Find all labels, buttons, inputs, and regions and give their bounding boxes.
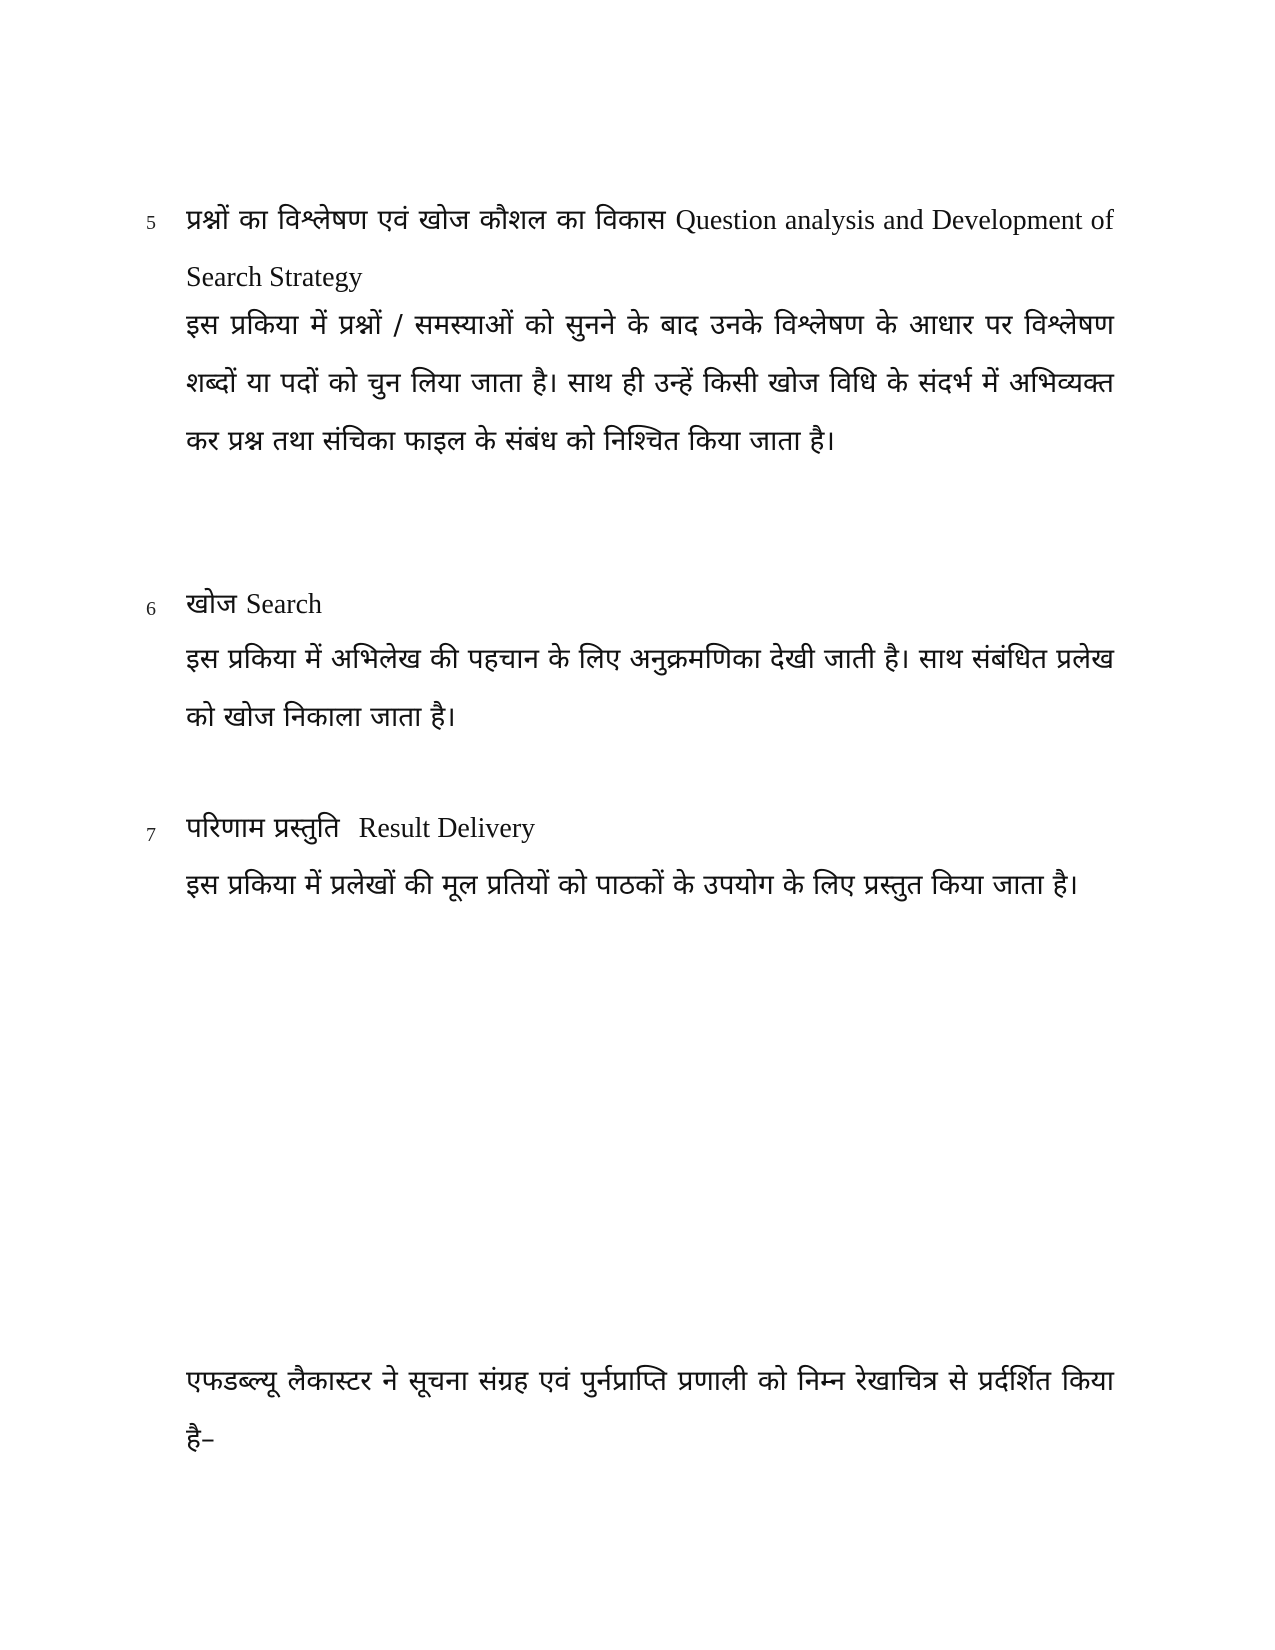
section-heading [186, 192, 1114, 306]
section-number: 5 [146, 212, 156, 234]
section-number: 7 [146, 824, 156, 846]
section-title-english: Result Delivery [358, 813, 536, 844]
section-number: 6 [146, 598, 156, 620]
section-body: इस प्रकिया में प्रश्नों / समस्याओं को सुनने के बाद उनके विश्लेषण के आधार पर विश्लेषण शब्दों या पदों को चुन लिया जाता है। साथ ही उन्हें किसी खोज विधि के संदर्भ में अभिव्यक्त कर प्रश्न तथा संचिका फाइल के संबंध को निश्चित किया जाता है। [186, 308, 1114, 457]
section-title-english: Search [245, 589, 323, 620]
section-title-english: Question analysis and Development of Search Strategy [186, 205, 1114, 293]
section-title-hindi: परिणाम प्रस्तुति [186, 811, 340, 844]
section-body: इस प्रकिया में अभिलेख की पहचान के लिए अनुक्रमणिका देखी जाती है। साथ संबंधित प्रलेख को खोज निकाला जाता है। [186, 642, 1114, 733]
section-title-hindi: खोज [186, 587, 237, 620]
section-heading [186, 576, 1114, 633]
closing-paragraph: एफडब्ल्यू लैकास्टर ने सूचना संग्रह एवं पुर्नप्राप्ति प्रणाली को निम्न रेखाचित्र से प्रर्दर्शित किया है– [186, 1364, 1114, 1455]
section-body: इस प्रकिया में प्रलेखों की मूल प्रतियों को पाठकों के उपयोग के लिए प्रस्तुत किया जाता है। [186, 868, 1079, 901]
section-heading [186, 800, 1114, 857]
section-title-hindi: प्रश्नों का विश्लेषण एवं खोज कौशल का विकास [186, 203, 666, 236]
